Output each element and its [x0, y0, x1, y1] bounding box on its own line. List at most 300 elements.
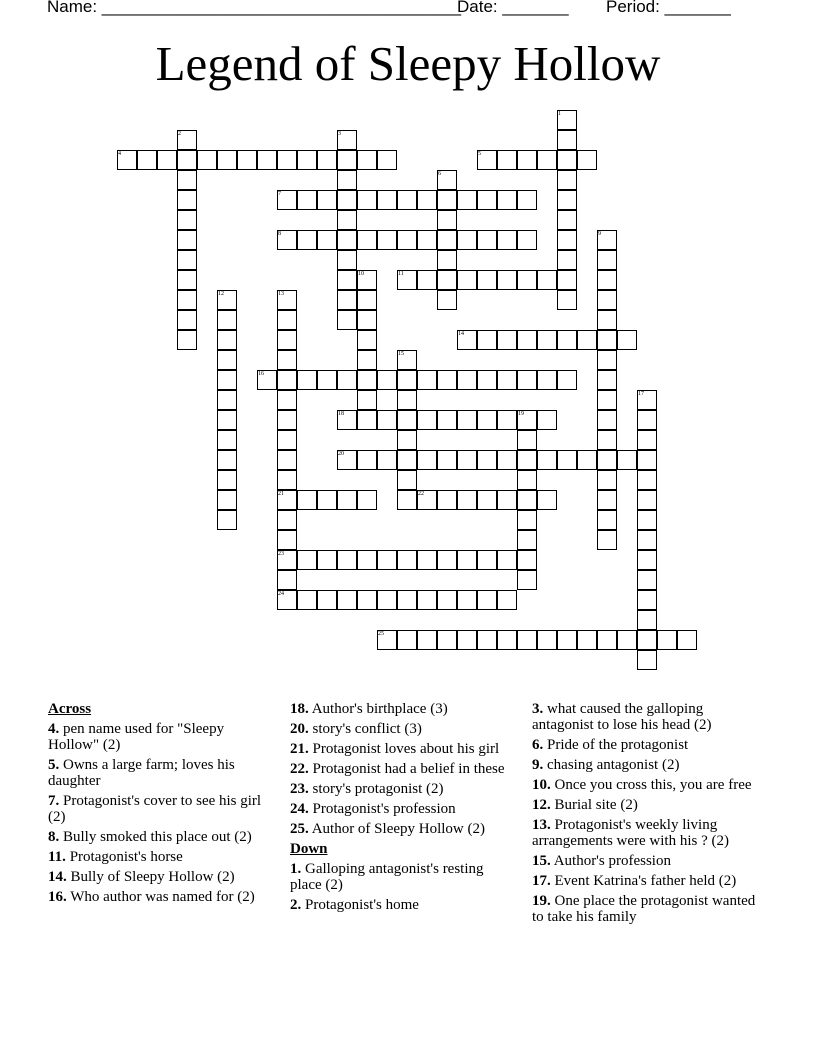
- grid-cell[interactable]: [417, 190, 437, 210]
- grid-cell[interactable]: [557, 230, 577, 250]
- across-clue-22: [290, 761, 515, 777]
- clue-text: Who author was named for (2): [70, 889, 255, 905]
- clue-text: Protagonist's cover to see his girl (2): [48, 793, 262, 825]
- grid-cell[interactable]: [277, 310, 297, 330]
- across-clue-23: [290, 781, 515, 797]
- clues-column-1: [48, 701, 268, 909]
- grid-cell[interactable]: [597, 530, 617, 550]
- grid-cell[interactable]: [297, 230, 317, 250]
- grid-cell[interactable]: [317, 150, 337, 170]
- grid-cell[interactable]: [457, 190, 477, 210]
- grid-cell[interactable]: [357, 390, 377, 410]
- grid-cell[interactable]: [477, 230, 497, 250]
- grid-cell[interactable]: [397, 370, 417, 390]
- grid-cell[interactable]: [517, 450, 537, 470]
- grid-cell[interactable]: [277, 430, 297, 450]
- grid-cell[interactable]: [177, 330, 197, 350]
- grid-cell[interactable]: [477, 630, 497, 650]
- clue-number-14: 14: [458, 331, 464, 337]
- clue-number-25: 25: [378, 631, 384, 637]
- grid-cell[interactable]: [337, 230, 357, 250]
- grid-cell[interactable]: [437, 410, 457, 430]
- grid-cell[interactable]: [357, 590, 377, 610]
- grid-cell[interactable]: [297, 190, 317, 210]
- grid-cell[interactable]: [577, 630, 597, 650]
- grid-cell[interactable]: [157, 150, 177, 170]
- clue-text: Author's profession: [553, 853, 671, 869]
- grid-cell[interactable]: [437, 490, 457, 510]
- grid-cell[interactable]: [637, 450, 657, 470]
- grid-cell[interactable]: [637, 590, 657, 610]
- clue-text: Protagonist's horse: [69, 849, 183, 865]
- grid-cell[interactable]: [377, 450, 397, 470]
- grid-cell[interactable]: [317, 370, 337, 390]
- period-field[interactable]: Period: _______: [606, 0, 731, 16]
- grid-cell[interactable]: [277, 470, 297, 490]
- grid-cell[interactable]: [537, 370, 557, 390]
- grid-cell[interactable]: [417, 370, 437, 390]
- across-clue-11: [48, 849, 268, 865]
- grid-cell[interactable]: [557, 190, 577, 210]
- grid-cell[interactable]: [477, 410, 497, 430]
- grid-cell[interactable]: [397, 450, 417, 470]
- grid-cell[interactable]: [497, 190, 517, 210]
- grid-cell[interactable]: [557, 150, 577, 170]
- grid-cell[interactable]: [477, 330, 497, 350]
- grid-cell[interactable]: [597, 290, 617, 310]
- grid-cell[interactable]: [317, 490, 337, 510]
- down-clue-2: [290, 897, 515, 913]
- grid-cell[interactable]: [557, 330, 577, 350]
- clue-text: pen name used for "Sleepy Hollow" (2): [48, 721, 225, 753]
- down-heading: Down: [290, 841, 328, 857]
- grid-cell[interactable]: [517, 510, 537, 530]
- grid-cell[interactable]: [497, 490, 517, 510]
- grid-cell[interactable]: [597, 630, 617, 650]
- grid-cell[interactable]: [357, 150, 377, 170]
- grid-cell[interactable]: [637, 570, 657, 590]
- grid-cell[interactable]: [517, 150, 537, 170]
- grid-cell[interactable]: [637, 470, 657, 490]
- grid-cell[interactable]: [177, 290, 197, 310]
- grid-cell[interactable]: [597, 390, 617, 410]
- grid-cell[interactable]: [197, 150, 217, 170]
- grid-cell[interactable]: [457, 550, 477, 570]
- down-clue-10: [532, 777, 768, 793]
- grid-cell[interactable]: [597, 250, 617, 270]
- clue-number: 7.: [48, 793, 60, 809]
- grid-cell[interactable]: [217, 450, 237, 470]
- clue-number: 3.: [532, 701, 544, 717]
- clue-text: chasing antagonist (2): [547, 757, 680, 773]
- grid-cell[interactable]: [377, 150, 397, 170]
- clue-number: 16.: [48, 889, 67, 905]
- clue-number: 21.: [290, 741, 309, 757]
- grid-cell[interactable]: [637, 630, 657, 650]
- clue-number: 20.: [290, 721, 309, 737]
- grid-cell[interactable]: [457, 630, 477, 650]
- grid-cell[interactable]: [217, 350, 237, 370]
- grid-cell[interactable]: [317, 590, 337, 610]
- grid-cell[interactable]: [297, 150, 317, 170]
- grid-cell[interactable]: [497, 550, 517, 570]
- grid-cell[interactable]: [277, 350, 297, 370]
- grid-cell[interactable]: [637, 650, 657, 670]
- grid-cell[interactable]: [357, 450, 377, 470]
- clue-number-19: 19: [518, 411, 524, 417]
- grid-cell[interactable]: [377, 230, 397, 250]
- grid-cell[interactable]: [357, 310, 377, 330]
- grid-cell[interactable]: [217, 310, 237, 330]
- grid-cell[interactable]: [457, 490, 477, 510]
- grid-cell[interactable]: [597, 470, 617, 490]
- grid-cell[interactable]: [177, 310, 197, 330]
- grid-cell[interactable]: [397, 470, 417, 490]
- clue-number-21: 21: [278, 491, 284, 497]
- grid-cell[interactable]: [177, 230, 197, 250]
- grid-cell[interactable]: [457, 230, 477, 250]
- clue-number: 6.: [532, 737, 544, 753]
- grid-cell[interactable]: [297, 550, 317, 570]
- clue-text: Protagonist's weekly living arrangements were with his ? (2): [532, 817, 730, 849]
- grid-cell[interactable]: [457, 270, 477, 290]
- grid-cell[interactable]: [357, 290, 377, 310]
- across-clue-8: [48, 829, 268, 845]
- grid-cell[interactable]: [517, 530, 537, 550]
- across-clue-5: [48, 757, 268, 789]
- grid-cell[interactable]: [397, 490, 417, 510]
- grid-cell[interactable]: [217, 470, 237, 490]
- grid-cell[interactable]: [277, 390, 297, 410]
- grid-cell[interactable]: [617, 630, 637, 650]
- grid-cell[interactable]: [477, 450, 497, 470]
- grid-cell[interactable]: [537, 450, 557, 470]
- down-clue-6: [532, 737, 768, 753]
- clue-text: One place the protagonist wanted to take his family: [532, 893, 756, 925]
- grid-cell[interactable]: [337, 370, 357, 390]
- grid-cell[interactable]: [397, 230, 417, 250]
- across-clue-25: [290, 821, 515, 837]
- grid-cell[interactable]: [437, 290, 457, 310]
- grid-cell[interactable]: [177, 170, 197, 190]
- clue-number-6: 6: [438, 171, 441, 177]
- grid-cell[interactable]: [637, 550, 657, 570]
- grid-cell[interactable]: [477, 370, 497, 390]
- grid-cell[interactable]: [637, 410, 657, 430]
- grid-cell[interactable]: [537, 270, 557, 290]
- grid-cell[interactable]: [597, 510, 617, 530]
- grid-cell[interactable]: [397, 190, 417, 210]
- grid-cell[interactable]: [517, 190, 537, 210]
- grid-cell[interactable]: [597, 430, 617, 450]
- grid-cell[interactable]: [297, 370, 317, 390]
- grid-cell[interactable]: [537, 150, 557, 170]
- grid-cell[interactable]: [217, 390, 237, 410]
- grid-cell[interactable]: [637, 530, 657, 550]
- grid-cell[interactable]: [537, 490, 557, 510]
- grid-cell[interactable]: [237, 150, 257, 170]
- grid-cell[interactable]: [257, 150, 277, 170]
- grid-cell[interactable]: [337, 190, 357, 210]
- grid-cell[interactable]: [497, 330, 517, 350]
- grid-cell[interactable]: [457, 590, 477, 610]
- grid-cell[interactable]: [477, 550, 497, 570]
- grid-cell[interactable]: [377, 370, 397, 390]
- grid-cell[interactable]: [557, 630, 577, 650]
- clue-text: Author's birthplace (3): [311, 701, 448, 717]
- grid-cell[interactable]: [397, 430, 417, 450]
- grid-cell[interactable]: [637, 610, 657, 630]
- grid-cell[interactable]: [497, 590, 517, 610]
- grid-cell[interactable]: [177, 270, 197, 290]
- grid-cell[interactable]: [537, 330, 557, 350]
- grid-cell[interactable]: [397, 390, 417, 410]
- clue-number-9: 9: [598, 231, 601, 237]
- grid-cell[interactable]: [357, 490, 377, 510]
- grid-cell[interactable]: [597, 310, 617, 330]
- grid-cell[interactable]: [337, 490, 357, 510]
- grid-cell[interactable]: [277, 530, 297, 550]
- clue-number-13: 13: [278, 291, 284, 297]
- grid-cell[interactable]: [517, 370, 537, 390]
- grid-cell[interactable]: [537, 410, 557, 430]
- across-clue-21: [290, 741, 515, 757]
- clue-text: Owns a large farm; loves his daughter: [48, 757, 235, 789]
- grid-cell[interactable]: [557, 450, 577, 470]
- grid-cell[interactable]: [437, 450, 457, 470]
- clue-number: 4.: [48, 721, 60, 737]
- grid-cell[interactable]: [357, 350, 377, 370]
- grid-cell[interactable]: [277, 450, 297, 470]
- grid-cell[interactable]: [397, 550, 417, 570]
- grid-cell[interactable]: [517, 570, 537, 590]
- grid-cell[interactable]: [517, 230, 537, 250]
- grid-cell[interactable]: [577, 330, 597, 350]
- grid-cell[interactable]: [437, 630, 457, 650]
- grid-cell[interactable]: [517, 270, 537, 290]
- grid-cell[interactable]: [597, 490, 617, 510]
- grid-cell[interactable]: [517, 430, 537, 450]
- clue-number-17: 17: [638, 391, 644, 397]
- grid-cell[interactable]: [477, 490, 497, 510]
- grid-cell[interactable]: [337, 250, 357, 270]
- grid-cell[interactable]: [277, 570, 297, 590]
- grid-cell[interactable]: [517, 490, 537, 510]
- grid-cell[interactable]: [477, 590, 497, 610]
- grid-cell[interactable]: [417, 550, 437, 570]
- clue-text: Event Katrina's father held (2): [554, 873, 737, 889]
- grid-cell[interactable]: [557, 210, 577, 230]
- grid-cell[interactable]: [497, 150, 517, 170]
- grid-cell[interactable]: [437, 370, 457, 390]
- grid-cell[interactable]: [277, 510, 297, 530]
- grid-cell[interactable]: [357, 230, 377, 250]
- clue-number-8: 8: [278, 231, 281, 237]
- grid-cell[interactable]: [377, 410, 397, 430]
- grid-cell[interactable]: [497, 270, 517, 290]
- clue-number-7: 7: [278, 191, 281, 197]
- down-clue-17: [532, 873, 768, 889]
- grid-cell[interactable]: [217, 150, 237, 170]
- grid-cell[interactable]: [217, 370, 237, 390]
- grid-cell[interactable]: [677, 630, 697, 650]
- clue-number-3: 3: [338, 131, 341, 137]
- clue-number-20: 20: [338, 451, 344, 457]
- grid-cell[interactable]: [437, 230, 457, 250]
- grid-cell[interactable]: [437, 590, 457, 610]
- grid-cell[interactable]: [397, 410, 417, 430]
- grid-cell[interactable]: [277, 410, 297, 430]
- clue-number-4: 4: [118, 151, 121, 157]
- grid-cell[interactable]: [417, 410, 437, 430]
- grid-cell[interactable]: [597, 330, 617, 350]
- grid-cell[interactable]: [417, 590, 437, 610]
- grid-cell[interactable]: [277, 150, 297, 170]
- grid-cell[interactable]: [217, 330, 237, 350]
- grid-cell[interactable]: [377, 590, 397, 610]
- grid-cell[interactable]: [497, 450, 517, 470]
- grid-cell[interactable]: [417, 450, 437, 470]
- grid-cell[interactable]: [337, 210, 357, 230]
- clue-text: Protagonist's profession: [312, 801, 456, 817]
- grid-cell[interactable]: [337, 150, 357, 170]
- grid-cell[interactable]: [617, 330, 637, 350]
- grid-cell[interactable]: [477, 270, 497, 290]
- grid-cell[interactable]: [597, 410, 617, 430]
- grid-cell[interactable]: [337, 270, 357, 290]
- clue-number: 12.: [532, 797, 551, 813]
- grid-cell[interactable]: [517, 330, 537, 350]
- grid-cell[interactable]: [597, 350, 617, 370]
- clue-number: 18.: [290, 701, 309, 717]
- grid-cell[interactable]: [437, 250, 457, 270]
- grid-cell[interactable]: [277, 330, 297, 350]
- grid-cell[interactable]: [337, 310, 357, 330]
- grid-cell[interactable]: [517, 470, 537, 490]
- grid-cell[interactable]: [297, 490, 317, 510]
- grid-cell[interactable]: [497, 230, 517, 250]
- clue-text: Bully of Sleepy Hollow (2): [70, 869, 235, 885]
- grid-cell[interactable]: [417, 270, 437, 290]
- clue-number: 1.: [290, 861, 302, 877]
- clue-number: 11.: [48, 849, 66, 865]
- clues-column-2: [290, 701, 515, 917]
- name-field[interactable]: Name: ______________________________________: [47, 0, 462, 16]
- grid-cell[interactable]: [437, 270, 457, 290]
- date-field[interactable]: Date: _______: [457, 0, 569, 16]
- grid-cell[interactable]: [417, 230, 437, 250]
- grid-cell[interactable]: [357, 550, 377, 570]
- grid-cell[interactable]: [597, 370, 617, 390]
- grid-cell[interactable]: [337, 590, 357, 610]
- clue-number-2: 2: [178, 131, 181, 137]
- grid-cell[interactable]: [397, 630, 417, 650]
- grid-cell[interactable]: [177, 190, 197, 210]
- grid-cell[interactable]: [457, 410, 477, 430]
- grid-cell[interactable]: [637, 490, 657, 510]
- grid-cell[interactable]: [537, 630, 557, 650]
- down-clue-12: [532, 797, 768, 813]
- clue-number-18: 18: [338, 411, 344, 417]
- grid-cell[interactable]: [317, 190, 337, 210]
- grid-cell[interactable]: [557, 130, 577, 150]
- clue-number: 19.: [532, 893, 551, 909]
- grid-cell[interactable]: [397, 590, 417, 610]
- grid-cell[interactable]: [517, 550, 537, 570]
- grid-cell[interactable]: [437, 210, 457, 230]
- grid-cell[interactable]: [557, 270, 577, 290]
- grid-cell[interactable]: [357, 370, 377, 390]
- grid-cell[interactable]: [597, 450, 617, 470]
- page-title: Legend of Sleepy Hollow: [155, 36, 661, 91]
- grid-cell[interactable]: [177, 210, 197, 230]
- grid-cell[interactable]: [317, 230, 337, 250]
- grid-cell[interactable]: [497, 630, 517, 650]
- grid-cell[interactable]: [437, 550, 457, 570]
- grid-cell[interactable]: [577, 450, 597, 470]
- grid-cell[interactable]: [377, 190, 397, 210]
- grid-cell[interactable]: [217, 510, 237, 530]
- clue-number: 22.: [290, 761, 309, 777]
- grid-cell[interactable]: [297, 590, 317, 610]
- grid-cell[interactable]: [337, 170, 357, 190]
- grid-cell[interactable]: [217, 410, 237, 430]
- grid-cell[interactable]: [457, 370, 477, 390]
- clue-text: story's protagonist (2): [312, 781, 444, 797]
- grid-cell[interactable]: [517, 630, 537, 650]
- clue-number-1: 1: [558, 111, 561, 117]
- grid-cell[interactable]: [177, 150, 197, 170]
- grid-cell[interactable]: [337, 290, 357, 310]
- grid-cell[interactable]: [617, 450, 637, 470]
- grid-cell[interactable]: [557, 170, 577, 190]
- grid-cell[interactable]: [337, 550, 357, 570]
- grid-cell[interactable]: [417, 630, 437, 650]
- grid-cell[interactable]: [637, 430, 657, 450]
- grid-cell[interactable]: [277, 370, 297, 390]
- grid-cell[interactable]: [377, 550, 397, 570]
- grid-cell[interactable]: [217, 490, 237, 510]
- grid-cell[interactable]: [497, 410, 517, 430]
- grid-cell[interactable]: [217, 430, 237, 450]
- grid-cell[interactable]: [557, 290, 577, 310]
- grid-cell[interactable]: [437, 190, 457, 210]
- grid-cell[interactable]: [497, 370, 517, 390]
- grid-cell[interactable]: [597, 270, 617, 290]
- grid-cell[interactable]: [357, 330, 377, 350]
- grid-cell[interactable]: [557, 370, 577, 390]
- grid-cell[interactable]: [657, 630, 677, 650]
- grid-cell[interactable]: [457, 450, 477, 470]
- clue-text: Bully smoked this place out (2): [63, 829, 252, 845]
- grid-cell[interactable]: [577, 150, 597, 170]
- clue-text: Author of Sleepy Hollow (2): [311, 821, 485, 837]
- grid-cell[interactable]: [637, 510, 657, 530]
- grid-cell[interactable]: [317, 550, 337, 570]
- clue-number-5: 5: [478, 151, 481, 157]
- grid-cell[interactable]: [137, 150, 157, 170]
- grid-cell[interactable]: [357, 190, 377, 210]
- grid-cell[interactable]: [557, 250, 577, 270]
- grid-cell[interactable]: [177, 250, 197, 270]
- grid-cell[interactable]: [357, 410, 377, 430]
- grid-cell[interactable]: [477, 190, 497, 210]
- clue-number: 2.: [290, 897, 302, 913]
- clue-number: 15.: [532, 853, 551, 869]
- clue-number-12: 12: [218, 291, 224, 297]
- clue-number: 10.: [532, 777, 551, 793]
- down-clue-3: [532, 701, 768, 733]
